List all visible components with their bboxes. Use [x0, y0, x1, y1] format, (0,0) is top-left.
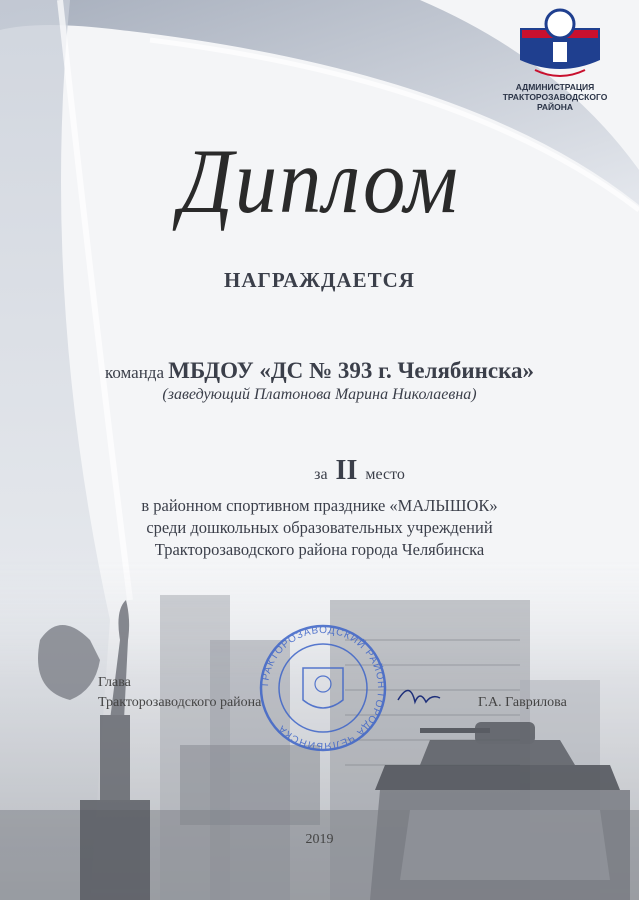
diploma-title: Диплом — [179, 130, 460, 232]
recipient-line — [0, 358, 639, 384]
place-number: II — [335, 455, 358, 486]
event-line-2: среди дошкольных образовательных учреждений — [146, 518, 493, 537]
administration-label — [490, 82, 620, 112]
signatory-name: Г.А. Гаврилова — [478, 695, 567, 710]
svg-text:ТРАКТОРОЗАВОДСКИЙ РАЙОН ГОРОДА: ТРАКТОРОЗАВОДСКИЙ РАЙОН ГОРОДА ЧЕЛЯБИНСКА — [259, 624, 387, 752]
recipient-name: МБДОУ «ДС № 393 г. Челябинска» — [168, 358, 535, 383]
awarded-heading: НАГРАЖДАЕТСЯ — [224, 268, 415, 292]
year: 2019 — [305, 832, 334, 847]
signatory-role-line-1: Глава — [98, 675, 131, 690]
event-line-1: в районном спортивном празднике «МАЛЫШОК» — [141, 496, 498, 515]
place-prefix: за — [314, 466, 328, 483]
place-suffix: место — [365, 466, 405, 483]
admin-line-3: РАЙОНА — [536, 102, 574, 112]
place-line — [40, 455, 639, 487]
recipient-prefix: команда — [104, 363, 164, 382]
recipient-head: (заведующий Платонова Марина Николаевна) — [162, 386, 477, 403]
signatory-role-line-2: Тракторозаводского района — [98, 695, 262, 710]
admin-line-1: АДМИНИСТРАЦИЯ — [515, 82, 595, 92]
event-line-3: Тракторозаводского района города Челябинска — [154, 540, 485, 559]
admin-line-2: ТРАКТОРОЗАВОДСКОГО — [502, 92, 608, 102]
